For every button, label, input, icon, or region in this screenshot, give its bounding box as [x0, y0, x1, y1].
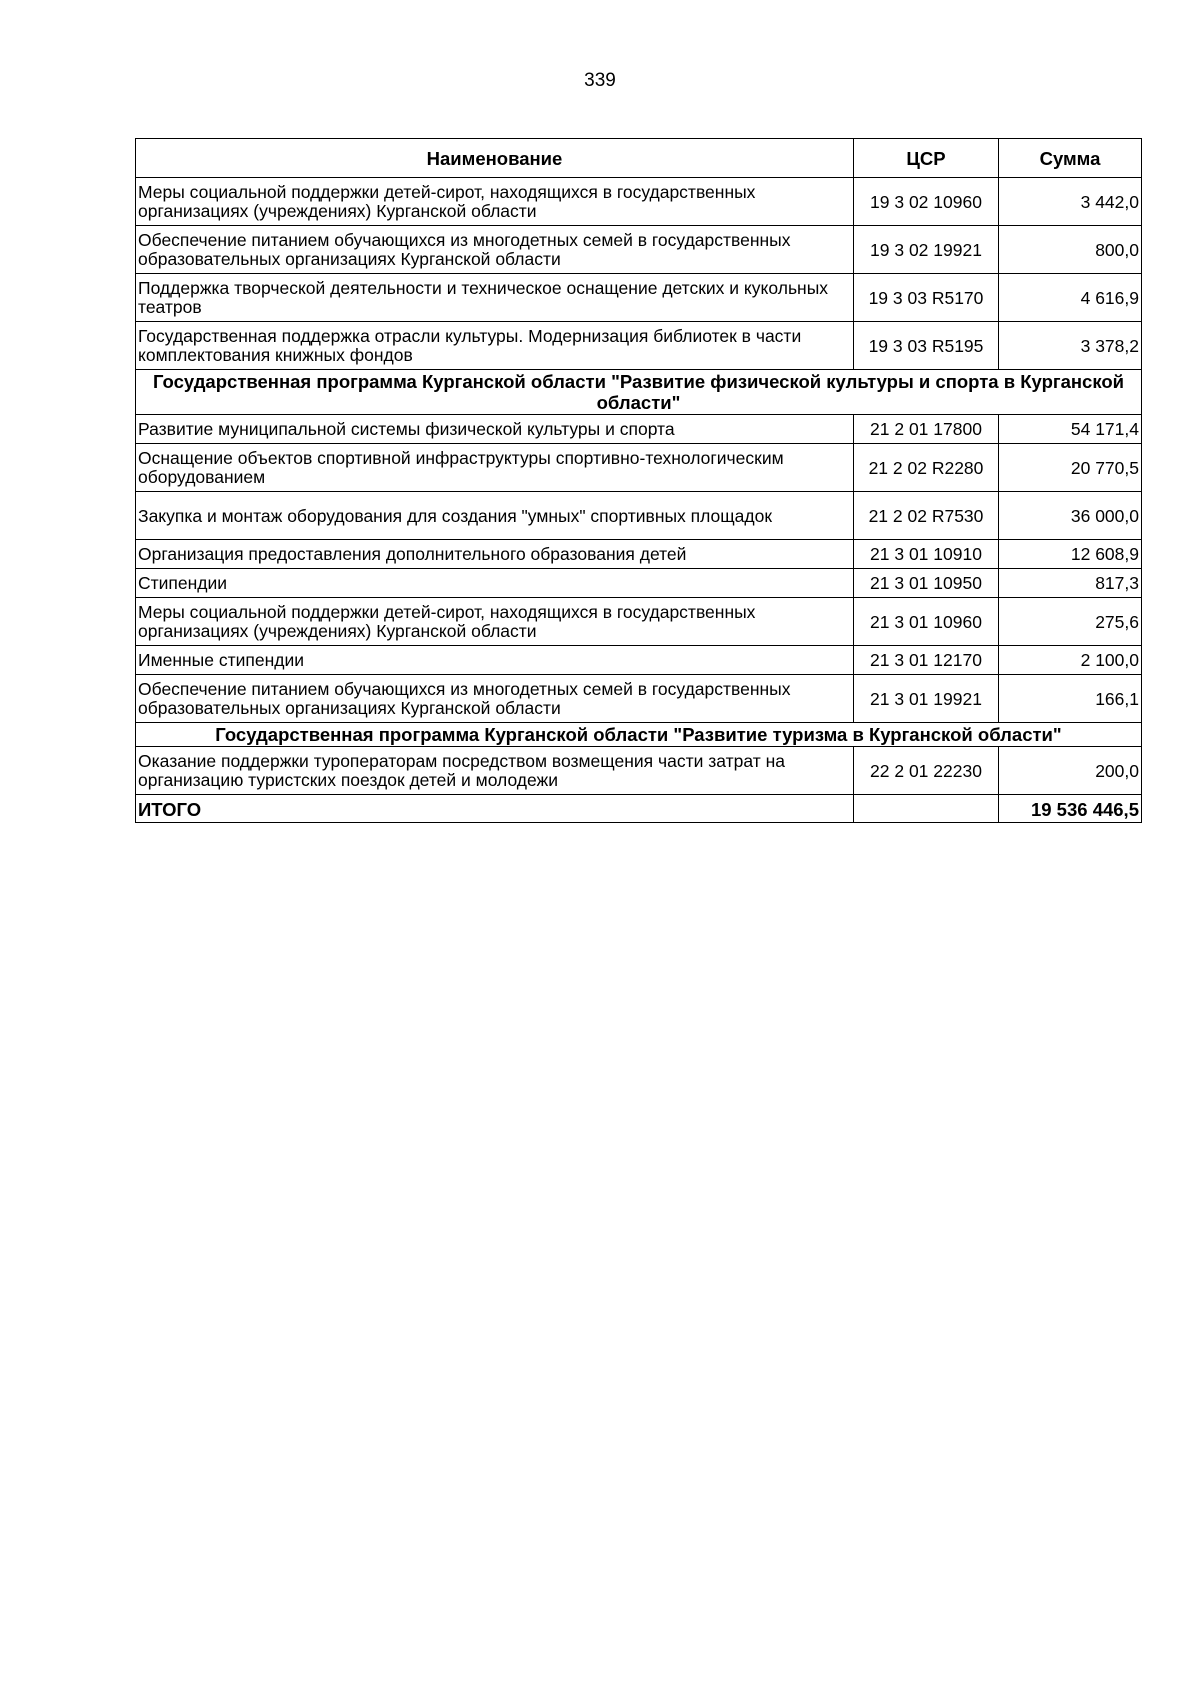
row-sum: 817,3	[999, 569, 1142, 598]
row-csr: 19 3 02 19921	[854, 226, 999, 274]
total-label: ИТОГО	[136, 795, 854, 823]
row-csr: 21 3 01 19921	[854, 675, 999, 723]
row-csr: 21 2 02 R7530	[854, 492, 999, 540]
table-row	[136, 540, 1142, 569]
table-row	[136, 747, 1142, 795]
section-header-row	[136, 370, 1142, 415]
table-row	[136, 444, 1142, 492]
row-name: Меры социальной поддержки детей-сирот, находящихся в государственных организациях (учреждениях) Курганской области	[136, 598, 854, 646]
table-row	[136, 226, 1142, 274]
section-header-row	[136, 723, 1142, 747]
row-sum: 275,6	[999, 598, 1142, 646]
row-name: Развитие муниципальной системы физической культуры и спорта	[136, 415, 854, 444]
table-row	[136, 492, 1142, 540]
row-csr: 19 3 03 R5170	[854, 274, 999, 322]
row-csr: 19 3 02 10960	[854, 178, 999, 226]
row-csr: 19 3 03 R5195	[854, 322, 999, 370]
row-sum: 12 608,9	[999, 540, 1142, 569]
total-sum: 19 536 446,5	[999, 795, 1142, 823]
row-csr: 21 2 02 R2280	[854, 444, 999, 492]
row-sum: 166,1	[999, 675, 1142, 723]
row-csr: 21 3 01 10950	[854, 569, 999, 598]
column-header-sum: Сумма	[999, 139, 1142, 178]
column-header-name: Наименование	[136, 139, 854, 178]
row-csr: 21 3 01 12170	[854, 646, 999, 675]
row-name: Оказание поддержки туроператорам посредством возмещения части затрат на организацию туристских поездок детей и молодежи	[136, 747, 854, 795]
row-csr: 22 2 01 22230	[854, 747, 999, 795]
row-sum: 800,0	[999, 226, 1142, 274]
table-row	[136, 178, 1142, 226]
table-row	[136, 274, 1142, 322]
row-sum: 54 171,4	[999, 415, 1142, 444]
row-sum: 2 100,0	[999, 646, 1142, 675]
section-title: Государственная программа Курганской области "Развитие физической культуры и спорта в Курганской области"	[136, 370, 1142, 415]
table-row	[136, 569, 1142, 598]
table-header-row	[136, 139, 1142, 178]
row-name: Меры социальной поддержки детей-сирот, находящихся в государственных организациях (учреждениях) Курганской области	[136, 178, 854, 226]
table-row	[136, 598, 1142, 646]
total-csr	[854, 795, 999, 823]
row-sum: 36 000,0	[999, 492, 1142, 540]
row-name: Государственная поддержка отрасли культуры. Модернизация библиотек в части комплектования книжных фондов	[136, 322, 854, 370]
page-number: 339	[584, 70, 616, 91]
row-name: Обеспечение питанием обучающихся из многодетных семей в государственных образовательных организациях Курганской области	[136, 226, 854, 274]
row-sum: 4 616,9	[999, 274, 1142, 322]
row-sum: 200,0	[999, 747, 1142, 795]
row-sum: 3 378,2	[999, 322, 1142, 370]
row-name: Именные стипендии	[136, 646, 854, 675]
row-name: Поддержка творческой деятельности и техническое оснащение детских и кукольных театров	[136, 274, 854, 322]
row-name: Организация предоставления дополнительного образования детей	[136, 540, 854, 569]
row-name: Оснащение объектов спортивной инфраструктуры спортивно-технологическим оборудованием	[136, 444, 854, 492]
row-sum: 3 442,0	[999, 178, 1142, 226]
table-row	[136, 646, 1142, 675]
row-sum: 20 770,5	[999, 444, 1142, 492]
total-row	[136, 795, 1142, 823]
row-csr: 21 3 01 10960	[854, 598, 999, 646]
row-name: Закупка и монтаж оборудования для создания "умных" спортивных площадок	[136, 492, 854, 540]
row-csr: 21 2 01 17800	[854, 415, 999, 444]
budget-table	[135, 138, 1142, 823]
section-title: Государственная программа Курганской области "Развитие туризма в Курганской области"	[136, 723, 1142, 747]
row-csr: 21 3 01 10910	[854, 540, 999, 569]
row-name: Обеспечение питанием обучающихся из многодетных семей в государственных образовательных организациях Курганской области	[136, 675, 854, 723]
column-header-csr: ЦСР	[854, 139, 999, 178]
table-row	[136, 415, 1142, 444]
table-row	[136, 675, 1142, 723]
row-name: Стипендии	[136, 569, 854, 598]
table-row	[136, 322, 1142, 370]
